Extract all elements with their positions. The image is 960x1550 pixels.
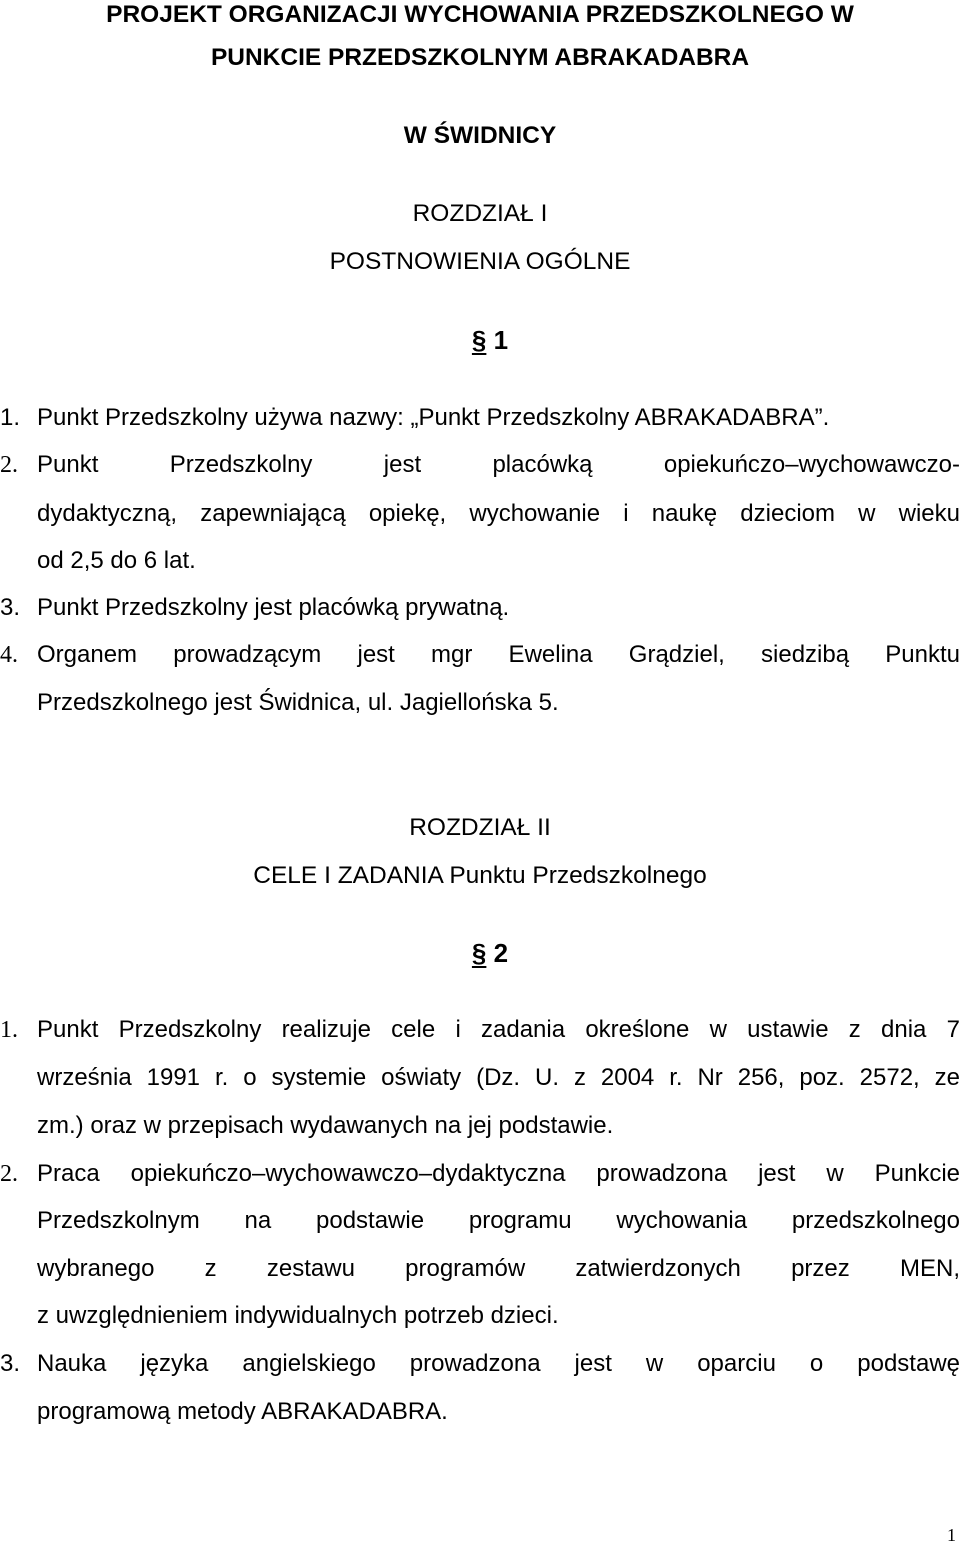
item-line: Punkt Przedszkolny jest placówką prywatną.: [37, 594, 510, 621]
chapter1-subheading: POSTNOWIENIA OGÓLNE: [329, 248, 631, 275]
item-line: zm.) oraz w przepisach wydawanych na jej podstawie.: [37, 1112, 614, 1139]
item-number: 3.: [0, 594, 21, 621]
item-line: Punkt Przedszkolny jest placówką opiekuńczo–wychowawczo-: [37, 451, 960, 478]
paragraph-number: 2: [493, 938, 509, 968]
item-line: Punkt Przedszkolny używa nazwy: „Punkt Przedszkolny ABRAKADABRA”.: [37, 404, 830, 431]
item-number: 2.: [0, 1161, 18, 1187]
section-sign: §: [471, 938, 487, 968]
item-line: Organem prowadzącym jest mgr Ewelina Grądziel, siedzibą Punktu: [37, 641, 960, 668]
section-sign: §: [471, 325, 487, 355]
page-number: 1: [947, 1525, 956, 1545]
chapter2-heading: ROZDZIAŁ II: [409, 814, 551, 841]
document-title-line2: PUNKCIE PRZEDSZKOLNYM ABRAKADABRA: [210, 44, 750, 71]
item-number: 3.: [0, 1350, 21, 1377]
item-number: 1.: [0, 1017, 18, 1043]
item-number: 4.: [0, 642, 18, 668]
item-line: Praca opiekuńczo–wychowawczo–dydaktyczna prowadzona jest w Punkcie: [37, 1160, 960, 1187]
item-line: wybranego z zestawu programów zatwierdzonych przez MEN,: [37, 1255, 960, 1282]
item-line: dydaktyczną, zapewniającą opiekę, wychowanie i naukę dzieciom w wieku: [37, 500, 960, 527]
item-line: Punkt Przedszkolny realizuje cele i zadania określone w ustawie z dnia 7: [37, 1016, 960, 1043]
item-line: Przedszkolnym na podstawie programu wychowania przedszkolnego: [37, 1207, 960, 1234]
document-title-line1: PROJEKT ORGANIZACJI WYCHOWANIA PRZEDSZKOLNEGO W: [106, 1, 854, 28]
item-line: września 1991 r. o systemie oświaty (Dz. U. z 2004 r. Nr 256, poz. 2572, ze: [37, 1064, 960, 1091]
item-line: programową metody ABRAKADABRA.: [37, 1398, 448, 1425]
item-number: 2.: [0, 452, 18, 478]
item-line: Przedszkolnego jest Świdnica, ul. Jagiellońska 5.: [37, 689, 559, 716]
item-line: z uwzględnieniem indywidualnych potrzeb dzieci.: [37, 1302, 559, 1329]
document-title-line3: W ŚWIDNICY: [403, 122, 557, 149]
paragraph-number: 1: [493, 325, 509, 355]
paragraph-2-marker: [0, 938, 960, 968]
item-line: Nauka języka angielskiego prowadzona jest w oparciu o podstawę: [37, 1350, 960, 1377]
item-number: 1.: [0, 404, 21, 431]
chapter2-subheading: CELE I ZADANIA Punktu Przedszkolnego: [253, 862, 707, 889]
item-line: od 2,5 do 6 lat.: [37, 547, 196, 574]
paragraph-1-marker: [0, 325, 960, 355]
chapter1-heading: ROZDZIAŁ I: [412, 200, 548, 227]
